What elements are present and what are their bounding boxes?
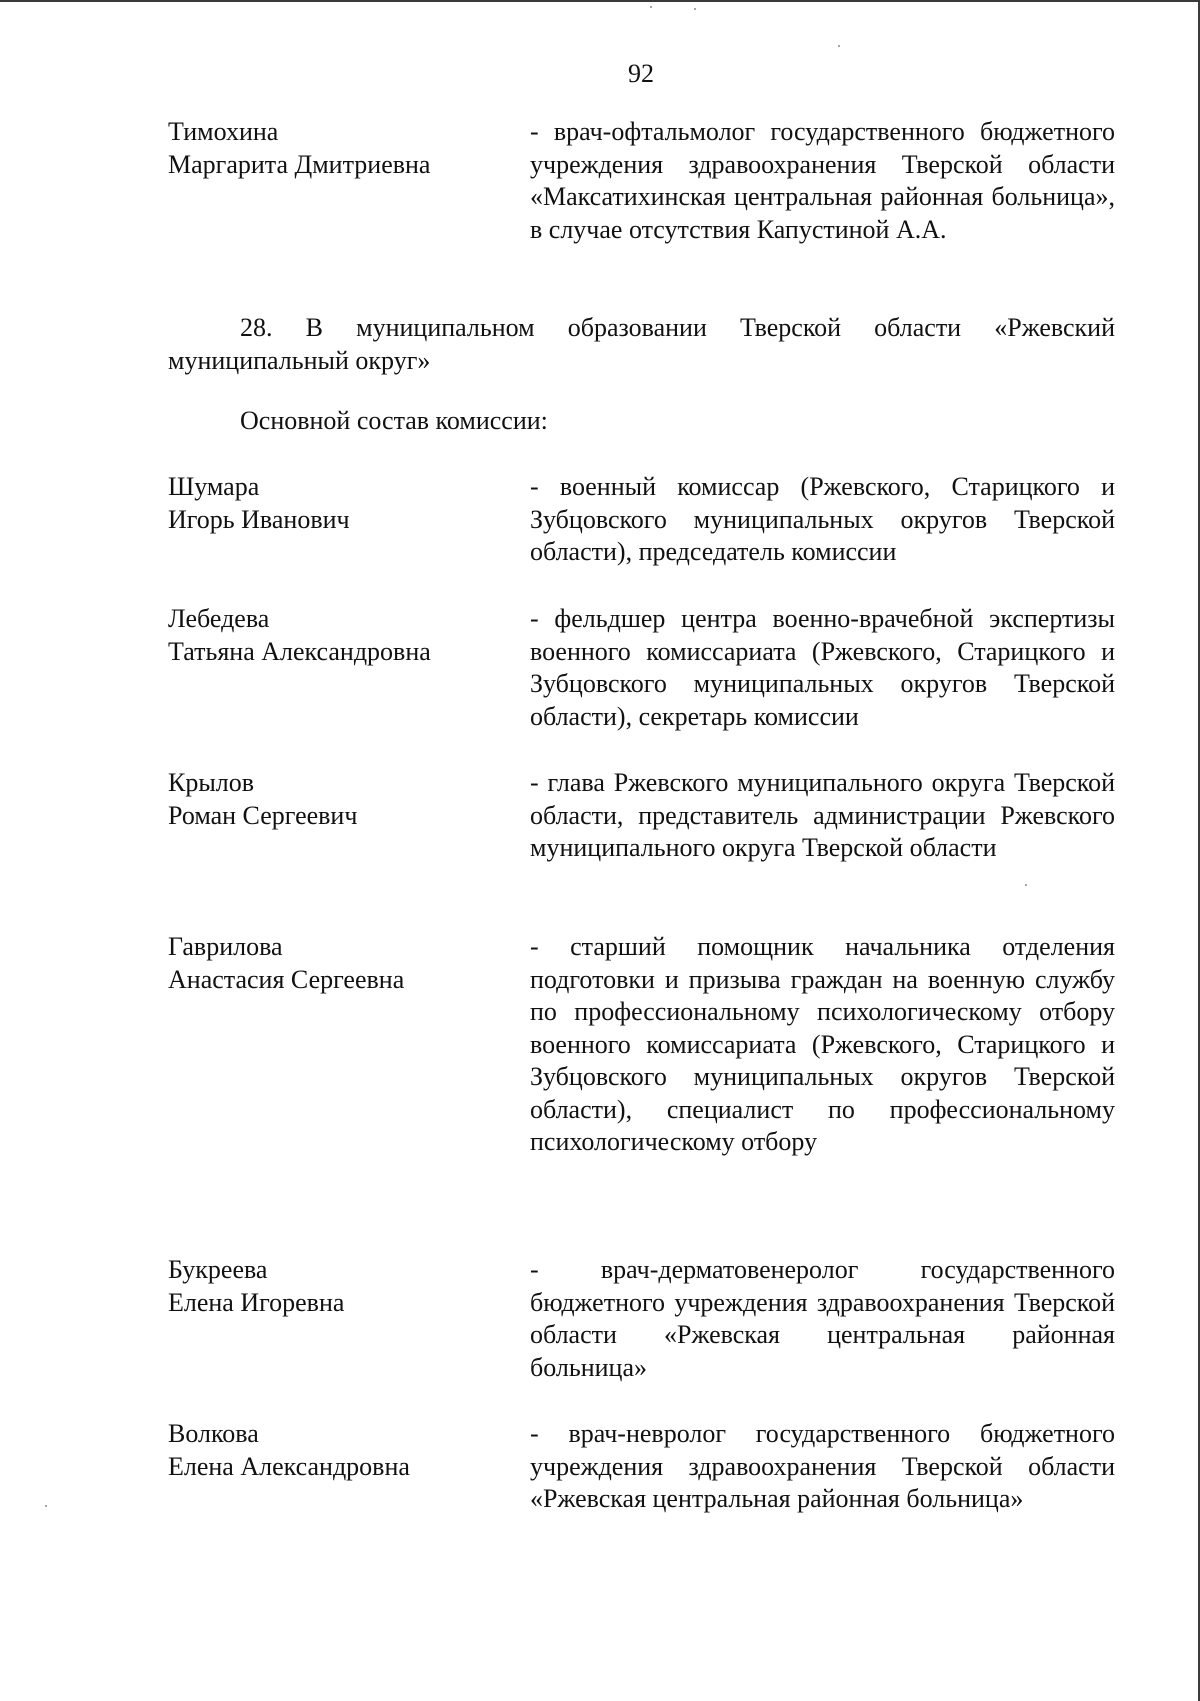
member-role: - старший помощник начальника отделения подготовки и призыва граждан на военную службу по профессиональному психологическому отбору военного комиссариата (Ржевского, Старицкого и Зубцовского муниципальных округов Тверской области), специалист по профессиональному психологическому отбору bbox=[530, 932, 1115, 1156]
member-surname: Волкова bbox=[168, 1419, 259, 1448]
member-given-names: Елена Александровна bbox=[168, 1451, 410, 1481]
section-subheading: Основной состав комиссии: bbox=[240, 406, 548, 435]
member-role: - фельдшер центра военно-врачебной экспертизы военного комиссариата (Ржевского, Старицкого и Зубцовского муниципальных округов Тверской области), секретарь комиссии bbox=[530, 604, 1115, 731]
section-heading: 28. В муниципальном образовании Тверской области «Ржевский муниципальный округ» bbox=[168, 313, 1115, 375]
scan-speck bbox=[1025, 884, 1027, 886]
member-surname: Букреева bbox=[168, 1255, 268, 1284]
page-number: 92 bbox=[628, 59, 654, 88]
scan-speck bbox=[45, 1505, 47, 1507]
scan-speck bbox=[838, 45, 840, 47]
member-given-names: Татьяна Александровна bbox=[168, 636, 431, 666]
member-role: - глава Ржевского муниципального округа Тверской области, представитель администрации Ржевского муниципального округа Тверской области bbox=[530, 768, 1115, 862]
member-role: - военный комиссар (Ржевского, Старицкого и Зубцовского муниципальных округов Тверской области), председатель комиссии bbox=[530, 472, 1115, 566]
scan-speck bbox=[650, 6, 652, 8]
scan-edge-top bbox=[0, 0, 1200, 2]
member-name bbox=[168, 931, 508, 996]
member-role: - врач-офтальмолог государственного бюджетного учреждения здравоохранения Тверской области «Максатихинская центральная районная больница», в случае отсутствия Капустиной А.А. bbox=[530, 117, 1115, 244]
member-role: - врач-невролог государственного бюджетного учреждения здравоохранения Тверской области «Ржевская центральная районная больница» bbox=[530, 1419, 1115, 1513]
member-given-names: Игорь Иванович bbox=[168, 504, 350, 534]
member-name bbox=[168, 116, 508, 181]
member-name bbox=[168, 767, 508, 832]
member-given-names: Анастасия Сергеевна bbox=[168, 964, 405, 994]
member-surname: Лебедева bbox=[168, 604, 270, 633]
member-given-names: Маргарита Дмитриевна bbox=[168, 149, 431, 179]
member-given-names: Елена Игоревна bbox=[168, 1287, 345, 1317]
member-given-names: Роман Сергеевич bbox=[168, 800, 358, 830]
member-surname: Тимохина bbox=[168, 117, 279, 146]
member-role: - врач-дерматовенеролог государственного бюджетного учреждения здравоохранения Тверской области «Ржевская центральная районная больница» bbox=[530, 1255, 1115, 1382]
member-name bbox=[168, 471, 508, 536]
member-name bbox=[168, 603, 508, 668]
member-surname: Гаврилова bbox=[168, 932, 283, 961]
member-name bbox=[168, 1254, 508, 1319]
scan-speck bbox=[694, 8, 696, 10]
member-surname: Шумара bbox=[168, 472, 260, 501]
member-name bbox=[168, 1418, 508, 1483]
member-surname: Крылов bbox=[168, 768, 255, 797]
